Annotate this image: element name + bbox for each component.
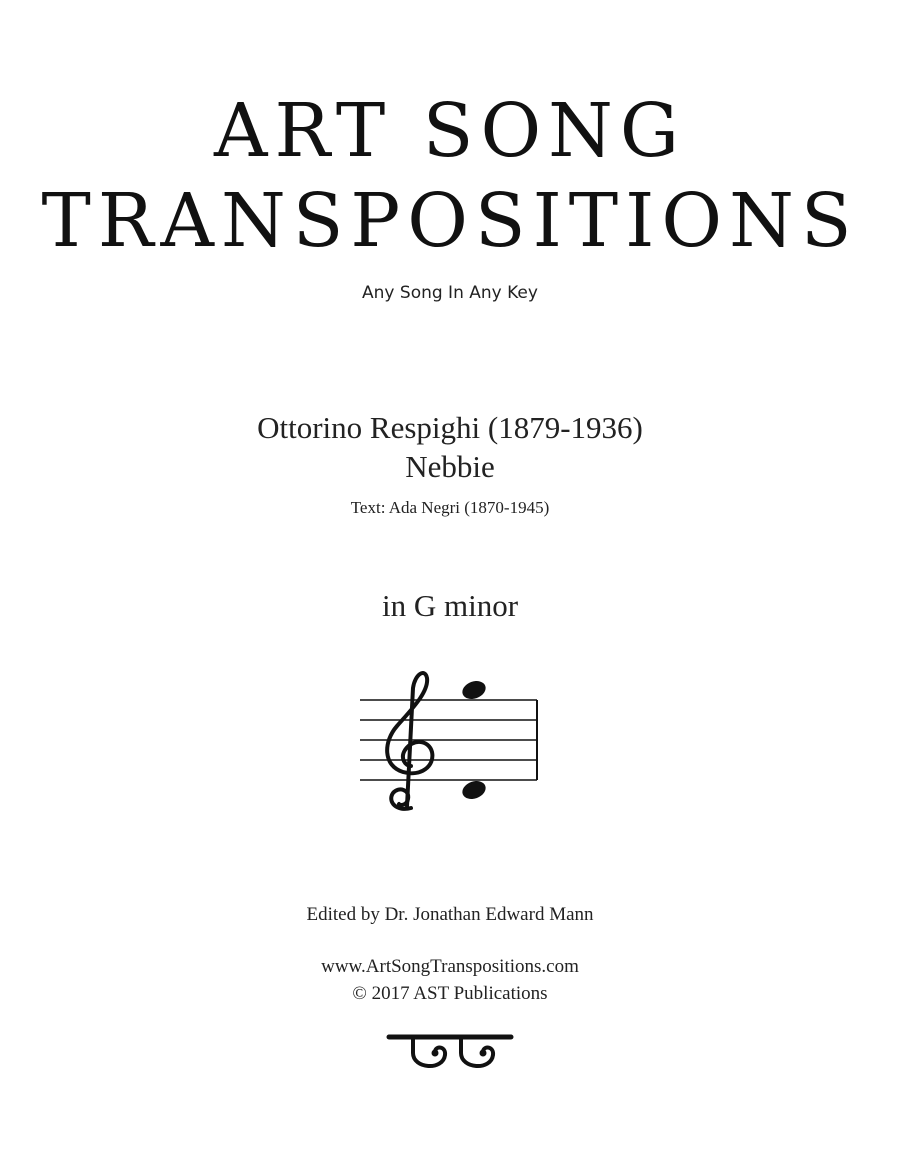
low-note-d4 — [460, 778, 488, 802]
song-title: Nebbie — [405, 449, 495, 484]
composer-name: Ottorino Respighi (1879-1936) — [257, 410, 643, 445]
brand-title-line-2: TRANSPOSITIONS — [41, 178, 859, 264]
high-note-d5 — [460, 678, 488, 702]
staff-lines — [360, 700, 537, 780]
vocal-range-staff — [355, 660, 545, 820]
text-credit: Text: Ada Negri (1870-1945) — [350, 498, 550, 517]
copyright-notice: © 2017 AST Publications — [352, 983, 548, 1004]
publisher-website: www.ArtSongTranspositions.com — [321, 956, 579, 977]
song-key: in G minor — [381, 588, 519, 623]
brand-title-line-1: ART SONG — [214, 88, 686, 174]
treble-clef-icon — [387, 673, 432, 809]
brand-tagline: Any Song In Any Key — [362, 283, 538, 303]
editor-credit: Edited by Dr. Jonathan Edward Mann — [306, 904, 594, 925]
ast-logo-icon — [385, 1033, 515, 1077]
